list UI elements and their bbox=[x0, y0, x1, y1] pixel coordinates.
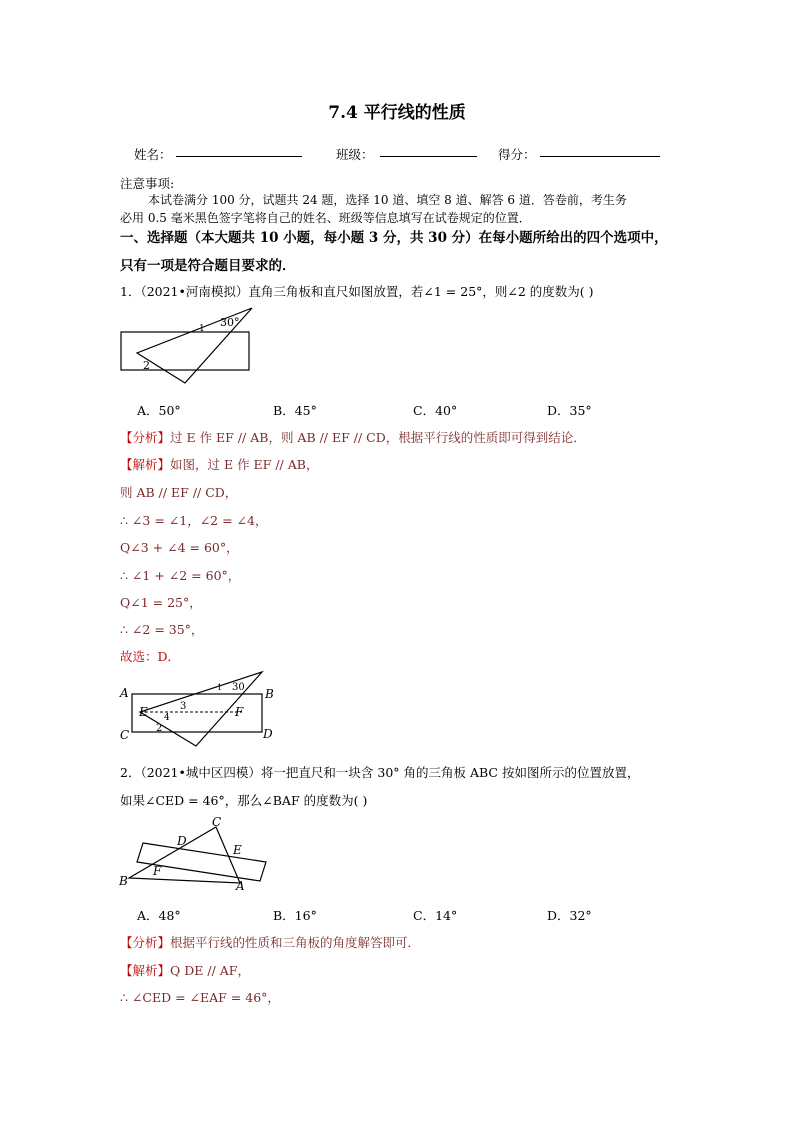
q2-analysis-text: 根据平行线的性质和三角板的角度解答即可． bbox=[170, 935, 421, 950]
q2-option-c: C．14° bbox=[413, 908, 458, 923]
q2-solution-tag: 【解析】 bbox=[120, 963, 171, 978]
name-blank bbox=[176, 156, 302, 157]
q1s-label-d: D bbox=[263, 727, 273, 741]
q1s-label-b: B bbox=[265, 687, 274, 701]
q1s-label-1: 1 bbox=[217, 683, 223, 692]
q1-ruler bbox=[121, 332, 249, 370]
q1s-label-e: E bbox=[139, 705, 148, 719]
score-blank bbox=[540, 156, 660, 157]
q1s-label-4: 4 bbox=[164, 713, 170, 723]
q1-label-2: 2 bbox=[143, 359, 150, 372]
name-label: 姓名： bbox=[134, 147, 172, 162]
q2-analysis-tag: 【分析】 bbox=[120, 935, 171, 950]
q1-label-1: 1 bbox=[199, 324, 205, 334]
q2-label-b: B bbox=[119, 874, 128, 888]
q1-figure bbox=[115, 305, 260, 387]
q1-analysis-text: 过 E 作 EF // AB，则 AB // EF // CD，根据平行线的性质即可得到结论． bbox=[170, 430, 586, 445]
q2-stem-line-2: 如果∠CED = 46°，那么∠BAF 的度数为( ) bbox=[120, 793, 368, 808]
q2-label-d: D bbox=[177, 834, 187, 848]
q2-label-e: E bbox=[233, 843, 242, 857]
q1-option-b: B．45° bbox=[273, 403, 317, 418]
q2-solution-first: Q DE // AF， bbox=[170, 963, 250, 978]
q1-solution-first: 如图，过 E 作 EF // AB， bbox=[170, 457, 319, 472]
q1-label-30: 30° bbox=[220, 316, 240, 329]
q2-option-a: A．48° bbox=[137, 908, 181, 923]
q1-stem: 1．（2021•河南模拟）直角三角板和直尺如图放置，若∠1 = 25°，则∠2 的度数为( ) bbox=[120, 284, 594, 299]
q1-analysis-tag: 【分析】 bbox=[120, 430, 171, 445]
class-blank bbox=[380, 156, 477, 157]
page-title: 7.4 平行线的性质 bbox=[328, 103, 466, 123]
q1-option-c: C．40° bbox=[413, 403, 458, 418]
q2-step-1: ∴ ∠CED = ∠EAF = 46°， bbox=[120, 990, 280, 1005]
q2-option-b: B．16° bbox=[273, 908, 317, 923]
q1-step-6: ∴ ∠2 = 35°， bbox=[120, 622, 204, 637]
q2-figure bbox=[115, 814, 275, 890]
notice-heading: 注意事项: bbox=[120, 176, 175, 191]
notice-line-2: 必用 0.5 毫米黑色签字笔将自己的姓名、班级等信息填写在试卷规定的位置． bbox=[120, 211, 531, 225]
q1-step-4: ∴ ∠1 + ∠2 = 60°， bbox=[120, 568, 241, 583]
q2-label-f: F bbox=[153, 864, 162, 878]
class-label: 班级： bbox=[336, 147, 374, 162]
q2-label-a: A bbox=[236, 879, 245, 890]
q1-step-5: Q∠1 = 25°， bbox=[120, 595, 202, 610]
q1s-label-a: A bbox=[120, 686, 129, 700]
q2-label-c: C bbox=[212, 815, 222, 829]
section-heading-line-1: 一、选择题（本大题共 10 小题，每小题 3 分，共 30 分）在每小题所给出的四个选项中， bbox=[120, 230, 668, 246]
q1s-label-3: 3 bbox=[180, 701, 187, 712]
score-label: 得分： bbox=[498, 147, 536, 162]
q1-option-a: A．50° bbox=[137, 403, 181, 418]
q1s-label-f: F bbox=[235, 705, 244, 719]
q1-step-2: ∴ ∠3 = ∠1，∠2 = ∠4， bbox=[120, 513, 268, 528]
q1-step-1: 则 AB // EF // CD， bbox=[120, 485, 238, 500]
q1s-label-c: C bbox=[120, 728, 130, 742]
q1-step-3: Q∠3 + ∠4 = 60°， bbox=[120, 540, 239, 555]
q2-stem-line-1: 2．（2021•城中区四模）将一把直尺和一块含 30° 角的三角板 ABC 按如图所示的位置放置， bbox=[120, 765, 640, 780]
section-heading-line-2: 只有一项是符合题目要求的． bbox=[120, 258, 296, 274]
q1-option-d: D．35° bbox=[547, 403, 592, 418]
q1s-label-30: 30 bbox=[232, 682, 245, 693]
q1-solution-figure bbox=[114, 668, 284, 750]
q1-solution-tag: 【解析】 bbox=[120, 457, 171, 472]
q1-answer: 故选：D． bbox=[120, 649, 181, 664]
q2-option-d: D．32° bbox=[547, 908, 592, 923]
notice-line-1: 本试卷满分 100 分，试题共 24 题，选择 10 道、填空 8 道、解答 6 道．答卷前，考生务 bbox=[148, 193, 627, 207]
q1s-label-2: 2 bbox=[156, 723, 163, 734]
